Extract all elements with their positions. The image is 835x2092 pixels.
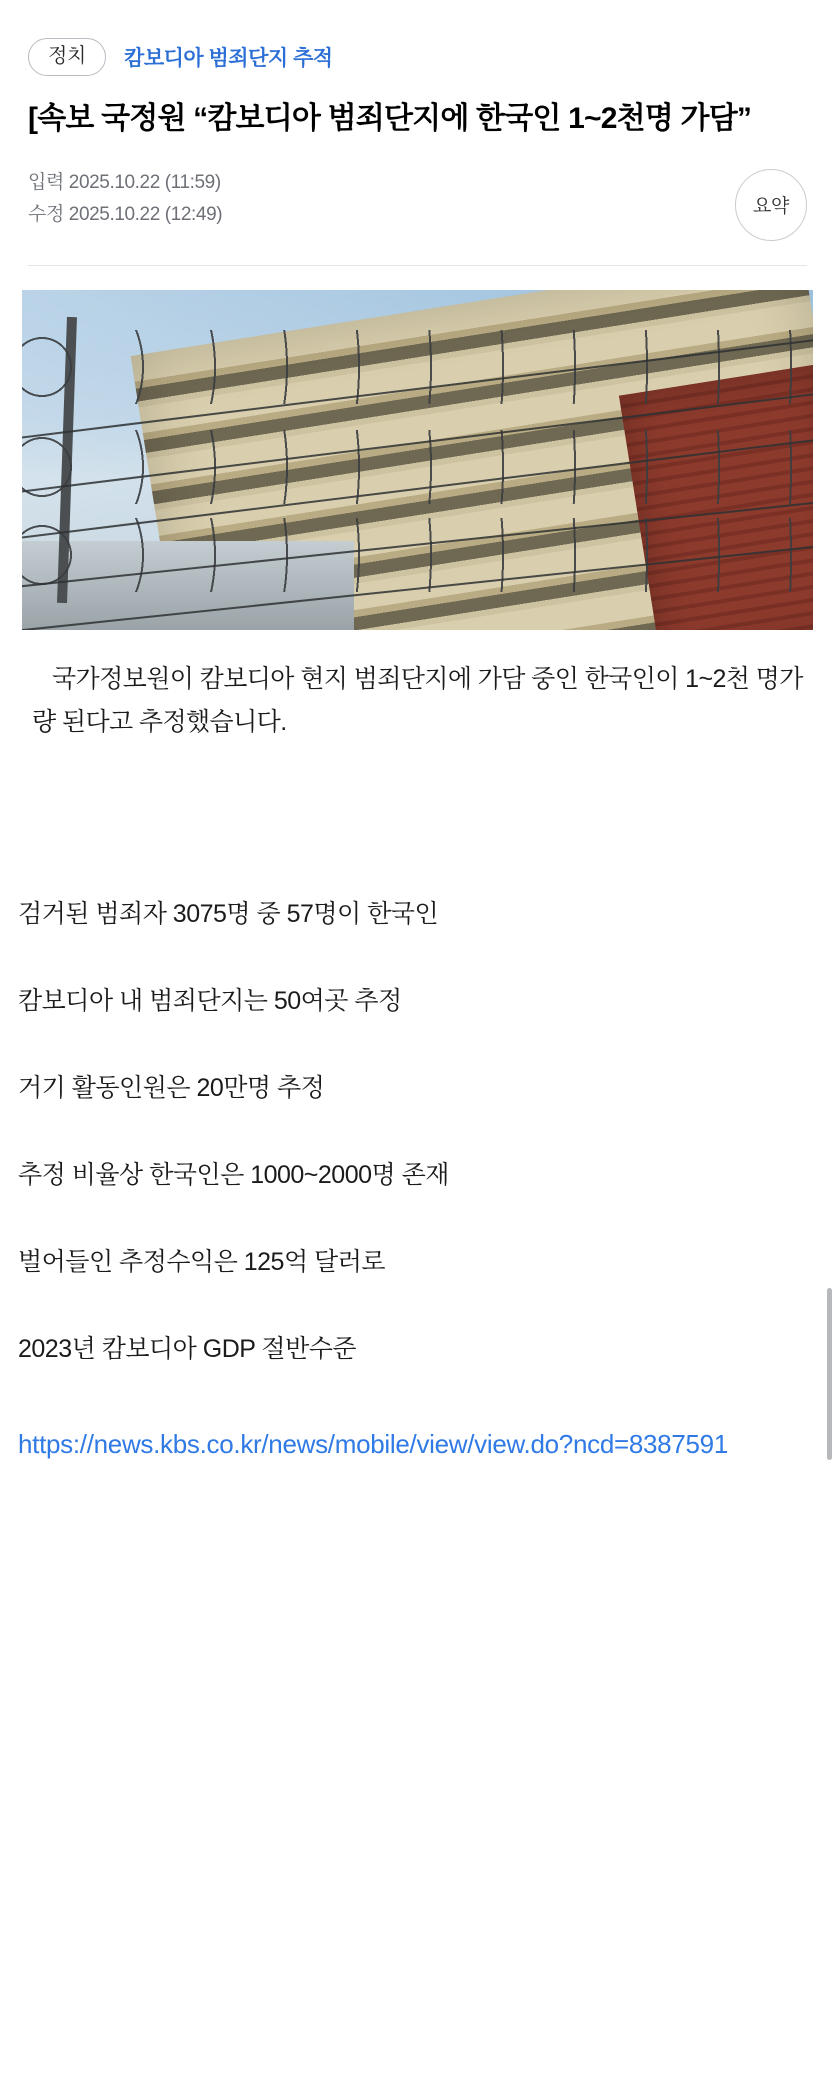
article-lead: 국가정보원이 캄보디아 현지 범죄단지에 가담 중인 한국인이 1~2천 명가량 된다고 추정했습니다. (32, 664, 803, 736)
article-header (0, 0, 835, 265)
page-title: [속보 국정원 “캄보디아 범죄단지에 한국인 1~2천명 가담” (28, 102, 752, 135)
article-dates (28, 167, 222, 232)
category-chip[interactable]: 정치 (28, 38, 106, 76)
published-date: 입력 2025.10.22 (11:59) (28, 171, 221, 193)
list-item: 추정 비율상 한국인은 1000~2000명 존재 (18, 1160, 449, 1189)
content-gap (0, 744, 835, 894)
vertical-scrollbar[interactable] (827, 1288, 832, 1460)
photo-image (22, 290, 813, 630)
list-item: 검거된 범죄자 3075명 중 57명이 한국인 (18, 899, 439, 928)
razor-wire-coil (22, 518, 813, 592)
article-points (18, 894, 817, 1369)
list-item: 거기 활동인원은 20만명 추정 (18, 1073, 325, 1102)
summary-button[interactable]: 요약 (735, 169, 807, 241)
category-row (28, 38, 807, 76)
list-item: 벌어들인 추정수익은 125억 달러로 (18, 1247, 385, 1276)
list-item: 2023년 캄보디아 GDP 절반수준 (18, 1334, 357, 1363)
series-link[interactable]: 캄보디아 범죄단지 추적 (124, 47, 333, 70)
updated-date: 수정 2025.10.22 (12:49) (28, 204, 223, 226)
article-photo (22, 290, 813, 630)
razor-wire-coil (22, 430, 813, 504)
razor-wire-coil (22, 330, 813, 404)
source-url-link[interactable]: https://news.kbs.co.kr/news/mobile/view/view.do?ncd=8387591 (18, 1428, 728, 1459)
header-divider (28, 265, 807, 266)
list-item: 캄보디아 내 범죄단지는 50여곳 추정 (18, 986, 402, 1015)
meta-row (28, 167, 807, 265)
